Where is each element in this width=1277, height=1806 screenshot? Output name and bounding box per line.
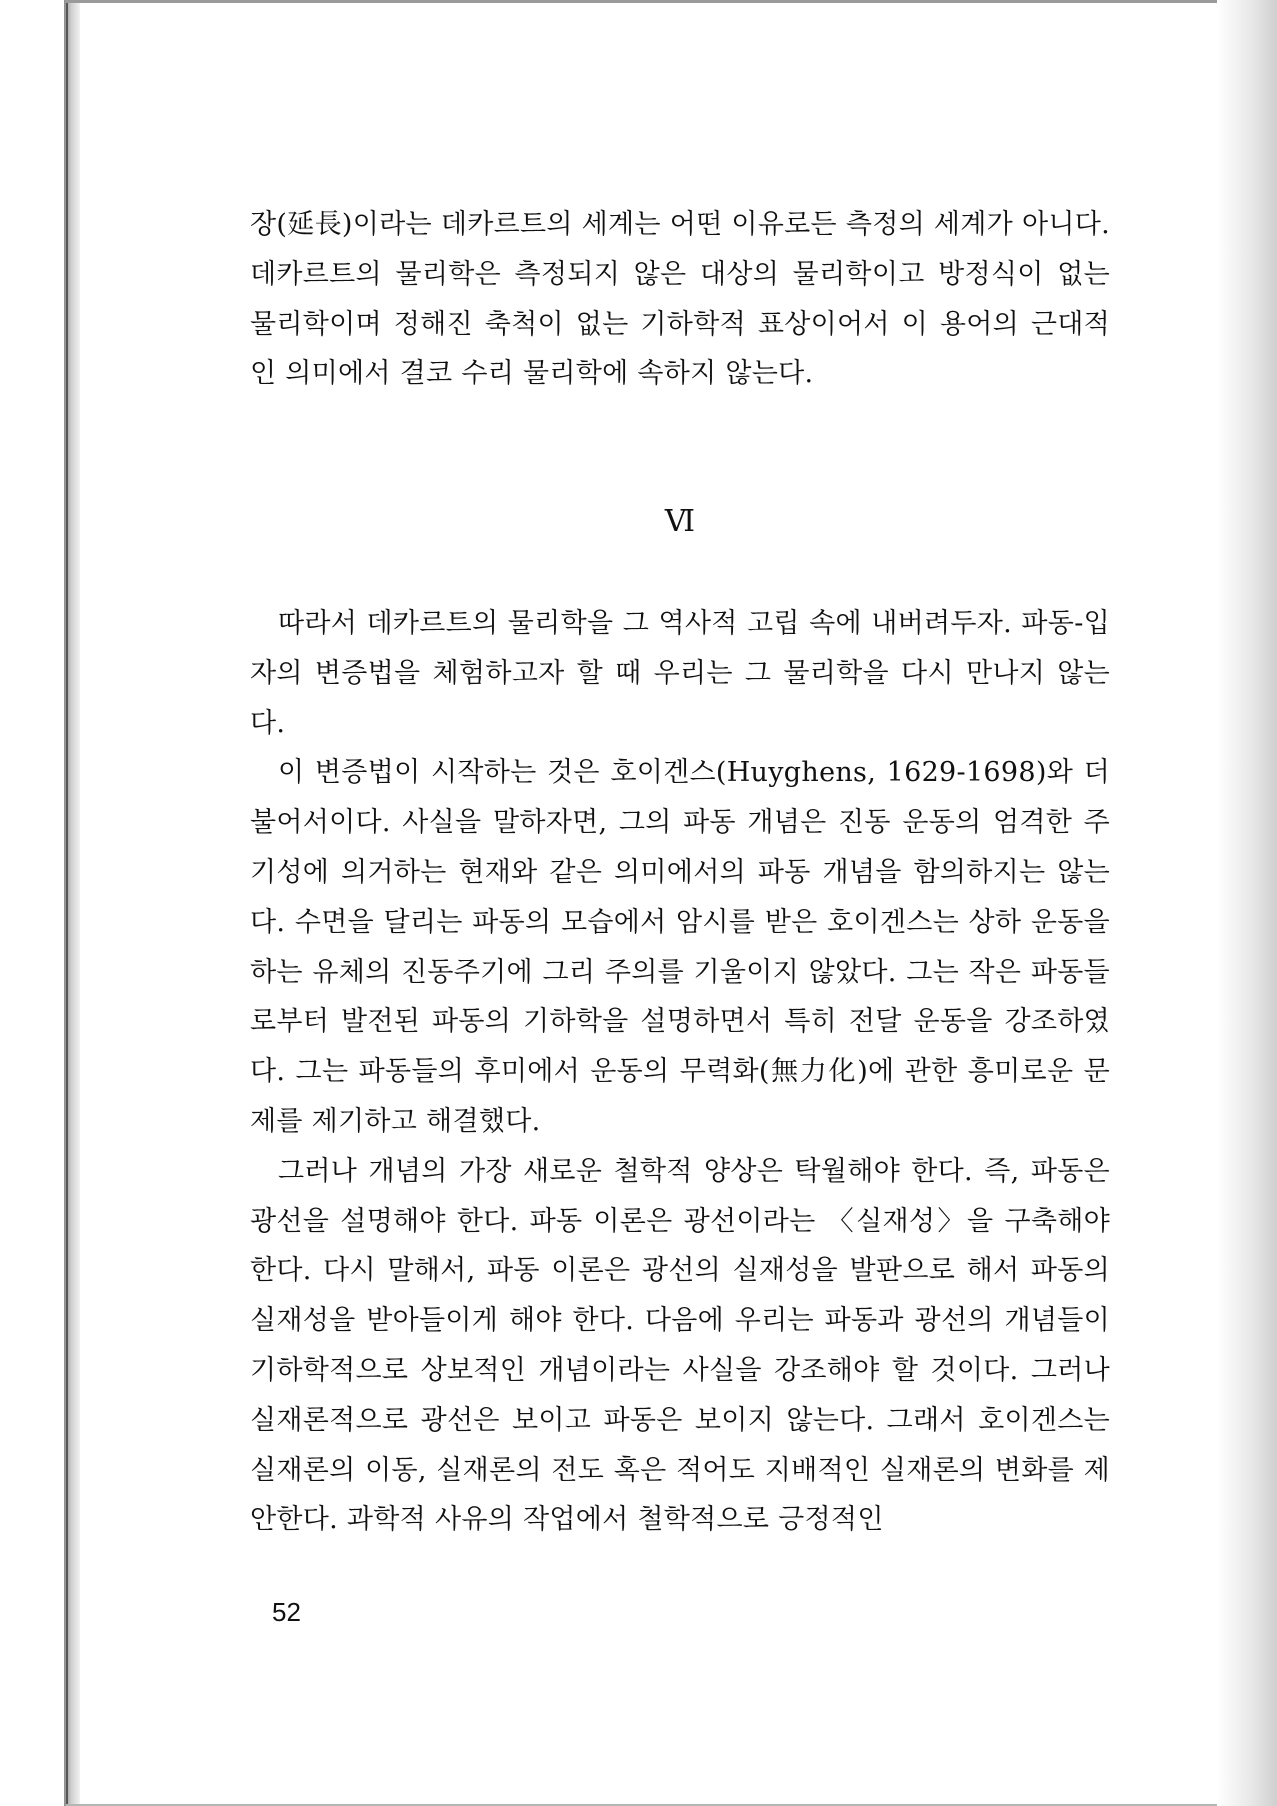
page-number: 52 bbox=[272, 1597, 301, 1627]
continued-paragraph bbox=[250, 200, 1110, 399]
body-text bbox=[250, 599, 1110, 1545]
section-heading: Ⅵ bbox=[664, 504, 696, 539]
paragraph: 이 변증법이 시작하는 것은 호이겐스(Huyghens, 1629-1698)와 더불어서이다. 사실을 말하자면, 그의 파동 개념은 진동 운동의 엄격한 주기성에 의거하는 현재와 같은 의미에서의 파동 개념을 함의하지는 않는다. 수면을 달리는 파동의 모습에서 암시를 받은 호이겐스는 상하 운동을 하는 유체의 진동주기에 그리 주의를 기울이지 않았다. 그는 작은 파동들로부터 발전된 파동의 기하학을 설명하면서 특히 전달 운동을 강조하였다. 그는 파동들의 후미에서 운동의 무력화(無力化)에 관한 흥미로운 문제를 제기하고 해결했다. bbox=[250, 757, 1110, 1137]
paragraph-text: 장(延長)이라는 데카르트의 세계는 어떤 이유로든 측정의 세계가 아니다. 데카르트의 물리학은 측정되지 않은 대상의 물리학이고 방정식이 없는 물리학이며 정해진 축척이 없는 기하학적 표상이어서 이 용어의 근대적인 의미에서 결코 수리 물리학에 속하지 않는다. bbox=[250, 209, 1110, 390]
paragraph: 그러나 개념의 가장 새로운 철학적 양상은 탁월해야 한다. 즉, 파동은 광선을 설명해야 한다. 파동 이론은 광선이라는 〈실재성〉을 구축해야 한다. 다시 말해서, 파동 이론은 광선의 실재성을 발판으로 해서 파동의 실재성을 받아들이게 해야 한다. 다음에 우리는 파동과 광선의 개념들이 기하학적으로 상보적인 개념이라는 사실을 강조해야 할 것이다. 그러나 실재론적으로 광선은 보이고 파동은 보이지 않는다. 그래서 호이겐스는 실재론의 이동, 실재론의 전도 혹은 적어도 지배적인 실재론의 변화를 제안한다. 과학적 사유의 작업에서 철학적으로 긍정적인 bbox=[250, 1155, 1110, 1536]
top-page-edge bbox=[66, 0, 1246, 3]
page-edge-line bbox=[66, 0, 68, 1806]
paragraph: 따라서 데카르트의 물리학을 그 역사적 고립 속에 내버려두자. 파동-입자의 변증법을 체험하고자 할 때 우리는 그 물리학을 다시 만나지 않는다. bbox=[250, 608, 1110, 739]
right-page-shadow bbox=[1217, 0, 1277, 1806]
